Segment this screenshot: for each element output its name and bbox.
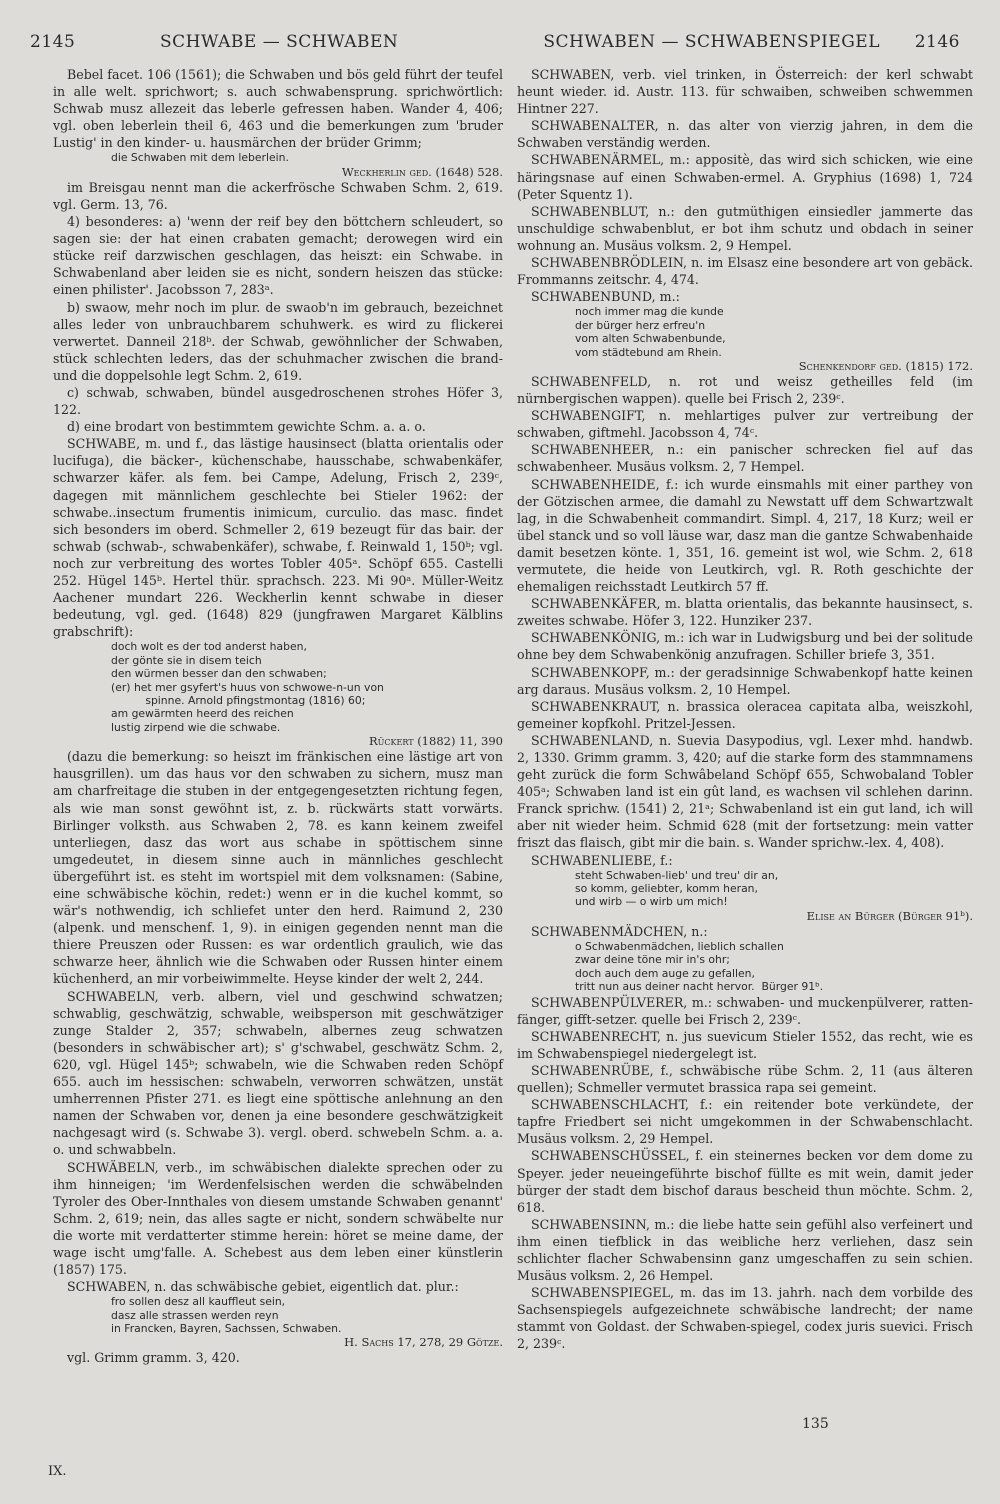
dictionary-entry: (dazu die bemerkung: so heiszt im fränkischen eine lästige art von hausgrillen). um das haus vor den schwaben zu sichern, musz man am charfreitage die stuben in der entgegengesetzten richtung fegen, als wie man sonst gewöhnt ist, z. b. rückwärts statt vorwärts. Birlinger volksth. aus Schwaben 2, 78. es kann keinem zweifel unterliegen, dasz das wort aus schabe in spöttischem sinne umgedeutet, in diesem sinne auch in männliches geschlecht übergeführt ist. es steht im wortspiel mit dem volksnamen: (Sabine, eine schwäbische köchin, redet:) wenn er in die kuchel kommt, so wär's nothwendig, ich schliefet unter den herd. Raimund 2, 230 (alpenk. und menschenf. 1, 9). in einigen gegenden nennt man die thiere Preuszen oder Russen: es war ordentlich graulich, wie das schwarze heer, ähnlich wie die Schwaben oder Russen hinter einem küchenherd, an mir vorbeiwimmelte. Heyse kinder der welt 2, 244.	[53, 749, 503, 987]
citation-source: Rückert (1882) 11, 390	[368, 734, 503, 749]
dictionary-entry: SCHWABENBLUT, n.: den gutmüthigen einsiedler jammerte das unschuldige schwabenblut, er bot ihm schutz und obdach in seiner wohnung an. Musäus volksm. 2, 9 Hempel.	[517, 203, 973, 253]
sheet-number: 135	[802, 1416, 829, 1432]
signature-mark: IX.	[48, 1464, 67, 1479]
dictionary-entry: SCHWABENFELD, n. rot und weisz getheilles feld (im nürnbergischen wappen). quelle bei Frisch 2, 239ᶜ.	[517, 373, 973, 407]
running-title-left: SCHWABE — SCHWABEN	[160, 32, 399, 52]
dictionary-entry: SCHWABENRECHT, n. jus suevicum Stieler 1552, das recht, wie es im Schwabenspiegel niedergelegt ist.	[517, 1028, 973, 1061]
quotation-block: o Schwabenmädchen, lieblich schallen zwar deine töne mir in's ohr; doch auch dem auge zu gefallen, tritt nun aus deiner nacht hervor. Bürger 91ᵇ.	[575, 939, 824, 994]
dictionary-entry: SCHWABENSPIEGEL, m. das im 13. jahrh. nach dem vorbilde des Sachsenspiegels aufgezeichnete schwäbische landrecht; der name stammt von Goldast. der Schwaben-spiegel, codex juris suevici. Frisch 2, 239ᶜ.	[517, 1285, 973, 1352]
dictionary-entry: SCHWABENLIEBE, f.:	[531, 852, 673, 868]
right-column	[517, 66, 973, 1353]
quotation-block: doch wolt es der tod anderst haben, der gönte sie in disem teich den würmen besser dan den schwaben; (er) het mer gsyfert's huus von schwowe-n-un von spinne. Arnold pfingstmontag (1816) 60; am gewärmten heerd des reichen lustig zirpend wie die schwabe.	[111, 640, 384, 734]
dictionary-entry: im Breisgau nennt man die ackerfrösche Schwaben Schm. 2, 619. vgl. Germ. 13, 76.	[53, 179, 503, 212]
dictionary-entry: SCHWABENHEER, n.: ein panischer schrecken fiel auf das schwabenheer. Musäus volksm. 2, 7 Hempel.	[517, 442, 973, 475]
dictionary-entry: SCHWABEN, verb. viel trinken, in Österreich: der kerl schwabt heunt wieder. id. Austr. 113. für schwaiben, schweiben schwemmen Hintner 227.	[517, 67, 973, 117]
citation-source: Schenkendorf ged. (1815) 172.	[798, 358, 973, 373]
dictionary-entry: SCHWABENSCHLACHT, f.: ein reitender bote verkündete, der tapfre Friedbert sei nicht umgekommen in der Schwabenschlacht. Musäus volksm. 2, 29 Hempel.	[517, 1097, 973, 1147]
dictionary-entry: SCHWABENKÖNIG, m.: ich war in Ludwigsburg und bei der solitude ohne bey dem Schwabenkönig anzufragen. Schiller briefe 3, 351.	[517, 630, 973, 663]
page-number-left: 2145	[30, 32, 76, 52]
dictionary-entry: d) eine brodart von bestimmtem gewichte Schm. a. a. o.	[67, 419, 426, 435]
quotation-block: die Schwaben mit dem leberlein.	[111, 151, 289, 165]
dictionary-entry: SCHWABENKRAUT, n. brassica oleracea capitata alba, weiszkohl, gemeiner kopfkohl. Pritzel-Jessen.	[517, 698, 973, 731]
dictionary-entry: SCHWABENRÜBE, f., schwäbische rübe Schm. 2, 11 (aus älteren quellen); Schmeller vermutet brassica rapa sei gemeint.	[517, 1062, 973, 1096]
dictionary-entry: SCHWABENLAND, n. Suevia Dasypodius, vgl. Lexer mhd. handwb. 2, 1330. Grimm gramm. 3, 420; auf die starke form des stammnamens geht zurück die form Schwâbeland Schöpf 655, Schwobaland Tobler 405ᵃ; Schwaben land ist ein gût land, es wachsen vil schlehen darinn. Franck sprichw. (1541) 2, 21ᵃ; Schwabenland ist ein gut land, ich will aber nit wieder heim. Schmid 628 (mit der fortsetzung: mein vatter friszt das flaisch, gibt mir die bain. s. Wander sprichw.-lex. 4, 408).	[517, 732, 973, 851]
dictionary-entry: SCHWABENHEIDE, f.: ich wurde einsmahls mit einer parthey von der Götzischen armee, die damahl zu Newstatt uff dem Schwartzwalt lag, in die Schwabenheit commandirt. Simpl. 4, 217, 18 Kurz; weil er übel stanck und so voll läuse war, dasz man die gantze Schwabenhaide damit besetzen könte. 1, 351, 16. gemeint ist wol, wie Schm. 2, 618 vermutete, die heide von Leutkirch, vgl. R. Roth geschichte der ehemaligen reichsstadt Leutkirch 57 ff.	[517, 476, 973, 595]
dictionary-entry: 4) besonderes: a) 'wenn der reif bey den böttchern schleudert, so sagen sie: der hat einen crabaten gemacht; derowegen wird ein stücke reif darzwischen geschlagen, das heiszt: ein Schwabe. in Schwabenland aber leiden sie es nicht, sondern heiszen das stücke: einen philister'. Jacobsson 7, 283ᵃ.	[53, 214, 503, 298]
citation-source: Elise an Bürger (Bürger 91ᵇ).	[806, 908, 973, 923]
dictionary-entry: b) swaow, mehr noch im plur. de swaob'n im gebrauch, bezeichnet alles leder von unbrauchbarem schuhwerk. es wird zu flickerei verwertet. Danneil 218ᵇ. der Schwab, gewöhnlicher der Schwaben, stück schlechten leders, das der schuhmacher zwischen die brand- und die doppelsohle legt Schm. 2, 619.	[53, 299, 503, 383]
dictionary-entry: SCHWABENPÜLVERER, m.: schwaben- und muckenpülverer, ratten-fänger, gifft-setzer. quelle bei Frisch 2, 239ᶜ.	[517, 994, 973, 1027]
dictionary-entry: SCHWABENKÄFER, m. blatta orientalis, das bekannte hausinsect, s. zweites schwabe. Höfer 3, 122. Hunziker 237.	[517, 596, 973, 629]
dictionary-entry: SCHWABENKOPF, m.: der geradsinnige Schwabenkopf hatte keinen arg daraus. Musäus volksm. 2, 10 Hempel.	[517, 664, 973, 697]
running-title-right: SCHWABEN — SCHWABENSPIEGEL	[543, 32, 880, 52]
dictionary-entry: Bebel facet. 106 (1561); die Schwaben und bös geld führt der teufel in alle welt. sprichwort; s. auch schwabensprung. sprichwörtlich: Schwab musz allezeit das leberle gefressen haben. Wander 4, 406; vgl. oben leberlein theil 6, 463 und die bemerkungen zum 'bruder Lustig' in den kinder- u. hausmärchen der brüder Grimm;	[53, 67, 503, 151]
dictionary-entry: SCHWABENMÄDCHEN, n.:	[531, 923, 708, 939]
dictionary-entry: SCHWABE, m. und f., das lästige hausinsect (blatta orientalis oder lucifuga), die bäcker-, küchenschabe, hausschabe, schwabenkäfer, schwarzer käfer. als fem. bei Campe, Adelung, Frisch 2, 239ᶜ, dagegen mit männlichem geschlechte bei Stieler 1962: der schwabe..insectum frumentis inimicum, curculio. das masc. findet sich besonders im oberd. Schmeller 2, 619 bezeugt für das bair. der schwab (schwab-, schwabenkäfer), schwabe, f. Reinwald 1, 150ᵇ; vgl. noch zur verbreitung des wortes Tobler 405ᵃ. Schöpf 655. Castelli 252. Hügel 145ᵇ. Hertel thür. sprachsch. 223. Mi 90ᵃ. Müller-Weitz Aachener mundart 226. Weckherlin kennt schwabe in dieser bedeutung, vgl. ged. (1648) 829 (jungfrawen Margaret Kälblins grabschrift):	[53, 436, 503, 640]
citation-source: H. Sachs 17, 278, 29 Götze.	[344, 1335, 503, 1350]
dictionary-entry: SCHWABENBRÖDLEIN, n. im Elsasz eine besondere art von gebäck. Frommanns zeitschr. 4, 474.	[517, 255, 973, 288]
dictionary-entry: SCHWABENSCHÜSSEL, f. ein steinernes becken vor dem dome zu Speyer. jeder neueingeführte bischof füllte es mit wein, damit jeder bürger der stadt dem bischof daraus bescheid thun möchte. Schm. 2, 618.	[517, 1148, 973, 1215]
left-column	[53, 66, 503, 1367]
quotation-block: fro sollen desz all kauffleut sein, dasz alle strassen werden reyn in Francken, Bayren, Sachssen, Schwaben.	[111, 1295, 342, 1336]
dictionary-entry: SCHWABENÄRMEL, m.: appositè, das wird sich schicken, wie eine häringsnase auf einen Schwaben-ermel. A. Gryphius (1698) 1, 724 (Peter Squentz 1).	[517, 152, 973, 202]
dictionary-entry: SCHWÄBELN, verb., im schwäbischen dialekte sprechen oder zu ihm hinneigen; 'im Werdenfelsischen werden die schwäbelnden Tyroler des Ober-Innthales von diesem umstande Schwaben genannt' Schm. 2, 619; nein, das alles sagte er nicht, sondern schwäbelte nur die worte mit verdatterter stimme herein: höret se meine dame, der wage ischt umg'falle. A. Schebest aus dem leben einer künstlerin (1857) 175.	[53, 1159, 503, 1278]
dictionary-entry: SCHWABEN, n. das schwäbische gebiet, eigentlich dat. plur.:	[67, 1279, 459, 1295]
dictionary-entry: SCHWABENGIFT, n. mehlartiges pulver zur vertreibung der schwaben, giftmehl. Jacobsson 4, 74ᶜ.	[517, 408, 973, 441]
quotation-block: steht Schwaben-lieb' und treu' dir an, so komm, geliebter, komm heran, und wirb — o wirb um mich!	[575, 868, 779, 909]
dictionary-entry: SCHWABENBUND, m.:	[531, 289, 680, 305]
dictionary-entry: vgl. Grimm gramm. 3, 420.	[67, 1350, 240, 1366]
citation-source: Weckherlin ged. (1648) 528.	[341, 164, 503, 179]
dictionary-entry: c) schwab, schwaben, bündel ausgedroschenen strohes Höfer 3, 122.	[53, 385, 503, 418]
page-number-right: 2146	[914, 32, 960, 52]
dictionary-entry: SCHWABENALTER, n. das alter von vierzig jahren, in dem die Schwaben verständig werden.	[517, 118, 973, 151]
page-header	[30, 32, 960, 60]
dictionary-entry: SCHWABELN, verb. albern, viel und geschwind schwatzen; schwablig, geschwätzig, schwable, weibsperson mit geschwätziger zunge Stalder 2, 357; schwabeln, albernes zeug schwatzen (besonders in schwäbischer art); s' g'schwabel, geschwätz Schm. 2, 620, vgl. Hügel 145ᵇ; schwabeln, wie die Schwaben reden Schöpf 655. auch im hessischen: schwabeln, verworren schwätzen, unstät umherrennen Pfister 271. es liegt eine spöttische anlehnung an den namen der Schwaben vor, denen ja eine besondere geschwätzigkeit nachgesagt wird (s. Schwabe 3). vergl. oberd. schwebeln Schm. a. a. o. und schwabbeln.	[53, 988, 503, 1158]
dictionary-entry: SCHWABENSINN, m.: die liebe hatte sein gefühl also verfeinert und ihm einen tiefblick in das weibliche herz verliehen, dasz sein schlichter flacher Schwabensinn ganz umgeschaffen zu sein schien. Musäus volksm. 2, 26 Hempel.	[517, 1216, 973, 1284]
quotation-block: noch immer mag die kunde der bürger herz erfreu'n vom alten Schwabenbunde, vom städtebund am Rhein.	[575, 305, 726, 359]
